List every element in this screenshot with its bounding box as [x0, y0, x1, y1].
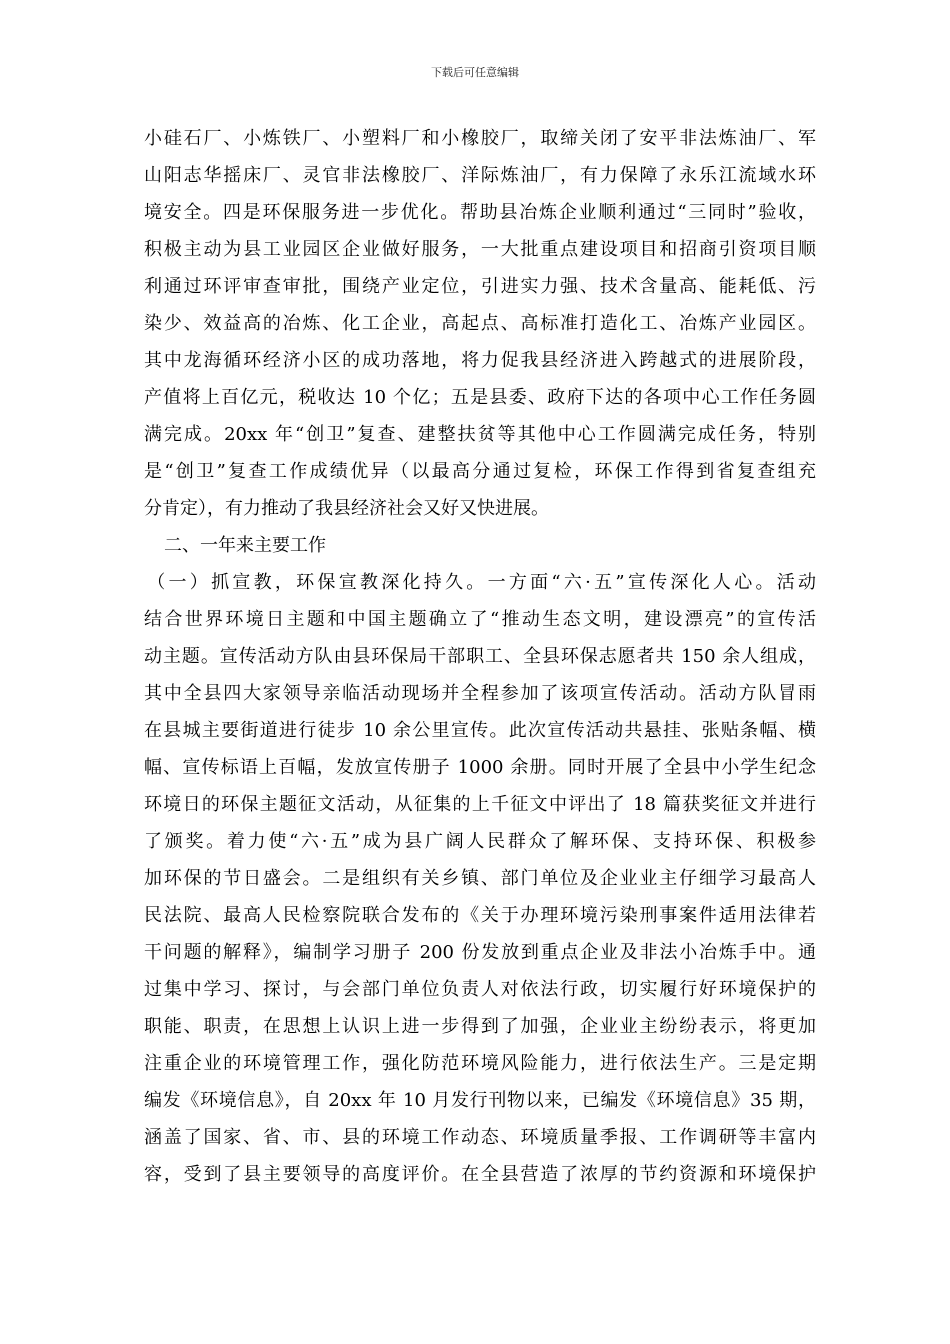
page-header: 下载后可任意编辑 — [431, 66, 519, 79]
text-line: 是“创卫”复查工作成绩优异（以最高分通过复检，环保工作得到省复查组充 — [144, 461, 816, 482]
text-line: 在县城主要街道进行徒步 10 余公里宣传。此次宣传活动共悬挂、张贴条幅、横 — [144, 720, 816, 741]
text-line: 其中全县四大家领导亲临活动现场并全程参加了该项宣传活动。活动方队冒雨 — [144, 683, 816, 704]
text-line: 加环保的节日盛会。二是组织有关乡镇、部门单位及企业业主仔细学习最高人 — [144, 868, 816, 889]
text-line: 过集中学习、探讨，与会部门单位负责人对依法行政，切实履行好环境保护的 — [144, 979, 816, 1000]
text-line: 满完成。20xx 年“创卫”复查、建整扶贫等其他中心工作圆满完成任务，特别 — [144, 424, 816, 445]
text-line: 结合世界环境日主题和中国主题确立了“推动生态文明，建设漂亮”的宣传活 — [144, 609, 816, 630]
text-line: 了颁奖。着力使“六·五”成为县广阔人民群众了解环保、支持环保、积极参 — [144, 831, 816, 852]
text-line: 动主题。宣传活动方队由县环保局干部职工、全县环保志愿者共 150 余人组成， — [144, 646, 816, 667]
text-line: 山阳志华摇床厂、灵官非法橡胶厂、洋际炼油厂，有力保障了永乐江流域水环 — [144, 165, 816, 186]
section-heading: 二、一年来主要工作 — [164, 535, 326, 556]
text-line: 产值将上百亿元，税收达 10 个亿；五是县委、政府下达的各项中心工作任务圆 — [144, 387, 816, 408]
text-line: （一）抓宣教，环保宣教深化持久。一方面“六·五”宣传深化人心。活动 — [144, 572, 816, 593]
text-line: 民法院、最高人民检察院联合发布的《关于办理环境污染刑事案件适用法律若 — [144, 905, 816, 926]
text-line: 注重企业的环境管理工作，强化防范环境风险能力，进行依法生产。三是定期 — [144, 1053, 816, 1074]
text-line: 积极主动为县工业园区企业做好服务，一大批重点建设项目和招商引资项目顺 — [144, 239, 816, 260]
text-line: 职能、职责，在思想上认识上进一步得到了加强，企业业主纷纷表示，将更加 — [144, 1016, 816, 1037]
text-line: 境安全。四是环保服务进一步优化。帮助县冶炼企业顺利通过“三同时”验收， — [144, 202, 816, 223]
text-line: 分肯定），有力推动了我县经济社会又好又快进展。 — [144, 498, 549, 519]
document-body — [144, 120, 816, 1193]
text-line: 幅、宣传标语上百幅，发放宣传册子 1000 余册。同时开展了全县中小学生纪念 — [144, 757, 816, 778]
paragraph-first-line — [144, 564, 816, 601]
text-line: 编发《环境信息》，自 20xx 年 10 月发行刊物以来，已编发《环境信息》35 期， — [144, 1090, 816, 1111]
text-line: 染少、效益高的冶炼、化工企业，高起点、高标准打造化工、冶炼产业园区。 — [144, 313, 816, 334]
text-line: 容，受到了县主要领导的高度评价。在全县营造了浓厚的节约资源和环境保护 — [144, 1164, 816, 1185]
text-line: 其中龙海循环经济小区的成功落地，将力促我县经济进入跨越式的进展阶段， — [144, 350, 816, 371]
text-line: 干问题的解释》，编制学习册子 200 份发放到重点企业及非法小冶炼手中。通 — [144, 942, 816, 963]
text-line: 利通过环评审查审批，围绕产业定位，引进实力强、技术含量高、能耗低、污 — [144, 276, 816, 297]
text-line: 小硅石厂、小炼铁厂、小塑料厂和小橡胶厂，取缔关闭了安平非法炼油厂、军 — [144, 128, 816, 149]
text-line: 涵盖了国家、省、市、县的环境工作动态、环境质量季报、工作调研等丰富内 — [144, 1127, 816, 1148]
text-line: 环境日的环保主题征文活动，从征集的上千征文中评出了 18 篇获奖征文并进行 — [144, 794, 816, 815]
